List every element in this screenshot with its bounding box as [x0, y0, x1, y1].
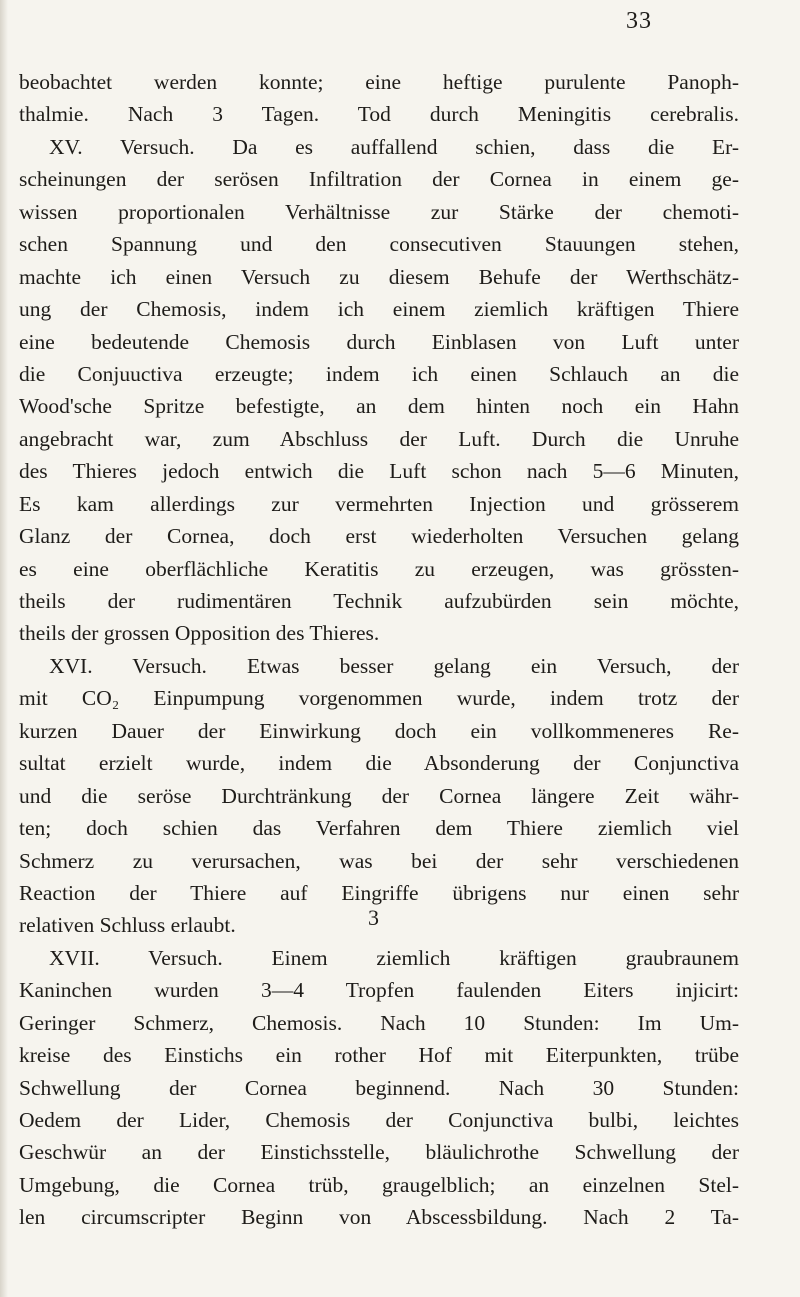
text-line: schen Spannung und den consecutiven Stauungen stehen, [19, 232, 739, 257]
text-line: Es kam allerdings zur vermehrten Injection und grösserem [19, 491, 739, 516]
text-line: angebracht war, zum Abschluss der Luft. Durch die Unruhe [19, 426, 739, 451]
text-line: Kaninchen wurden 3—4 Tropfen faulenden Eiters injicirt: [19, 978, 739, 1003]
text-line: ung der Chemosis, indem ich einem ziemlich kräftigen Thiere [19, 297, 739, 322]
text-line: theils der rudimentären Technik aufzubürden sein möchte, [19, 589, 739, 613]
text-line: beobachtet werden konnte; eine heftige purulente Panoph- [19, 70, 739, 94]
body-text [19, 66, 739, 1234]
text-line: machte ich einen Versuch zu diesem Behufe der Werthschätz- [19, 264, 739, 289]
text-line: und die seröse Durchtränkung der Cornea längere Zeit währ- [19, 783, 739, 808]
text-line: Schwellung der Cornea beginnend. Nach 30 Stunden: [19, 1075, 739, 1100]
text-line: Geringer Schmerz, Chemosis. Nach 10 Stunden: Im Um- [19, 1010, 739, 1035]
text-line: ten; doch schien das Verfahren dem Thiere ziemlich viel [19, 816, 739, 841]
text-line: Schmerz zu verursachen, was bei der sehr verschiedenen [19, 848, 739, 873]
text-line: Geschwür an der Einstichsstelle, bläulichrothe Schwellung der [19, 1140, 739, 1165]
text-line: wissen proportionalen Verhältnisse zur Stärke der chemoti- [19, 199, 739, 224]
text-line: thalmie. Nach 3 Tagen. Tod durch Meningitis cerebralis. [19, 102, 739, 127]
text-line-paragraph-end: relativen Schluss erlaubt. [19, 913, 236, 938]
text-line: die Conjuuctiva erzeugte; indem ich einen Schlauch an die [19, 361, 739, 386]
text-line-paragraph-start: XVI. Versuch. Etwas besser gelang ein Versuch, der [49, 653, 739, 678]
signature-mark: 3 [368, 905, 379, 930]
text-line-paragraph-end: theils der grossen Opposition des Thieres. [19, 621, 380, 646]
text-line: des Thieres jedoch entwich die Luft schon nach 5—6 Minuten, [19, 459, 739, 484]
text-line: Glanz der Cornea, doch erst wiederholten Versuchen gelang [19, 524, 739, 549]
text-line: Reaction der Thiere auf Eingriffe übrigens nur einen sehr [19, 880, 739, 905]
text-line: kreise des Einstichs ein rother Hof mit Eiterpunkten, trübe [19, 1043, 739, 1068]
text-line: eine bedeutende Chemosis durch Einblasen von Luft unter [19, 329, 739, 354]
page-number: 33 [626, 8, 652, 34]
text-line: kurzen Dauer der Einwirkung doch ein vollkommeneres Re- [19, 718, 739, 743]
text-line-paragraph-start: XV. Versuch. Da es auffallend schien, dass die Er- [49, 134, 739, 159]
page-edge-shadow [0, 0, 8, 1297]
text-line: Oedem der Lider, Chemosis der Conjunctiva bulbi, leichtes [19, 1108, 739, 1132]
text-line: scheinungen der serösen Infiltration der Cornea in einem ge- [19, 167, 739, 192]
text-line: sultat erzielt wurde, indem die Absonderung der Conjunctiva [19, 751, 739, 776]
text-line: Wood'sche Spritze befestigte, an dem hinten noch ein Hahn [19, 394, 739, 419]
text-line-paragraph-start: XVII. Versuch. Einem ziemlich kräftigen graubraunem [49, 945, 739, 970]
text-line: len circumscripter Beginn von Abscessbildung. Nach 2 Ta- [19, 1205, 739, 1230]
text-line: Umgebung, die Cornea trüb, graugelblich; an einzelnen Stel- [19, 1172, 739, 1197]
text-line: es eine oberflächliche Keratitis zu erzeugen, was grössten- [19, 556, 739, 581]
text-line: mit CO₂ Einpumpung vorgenommen wurde, indem trotz der [19, 686, 739, 711]
